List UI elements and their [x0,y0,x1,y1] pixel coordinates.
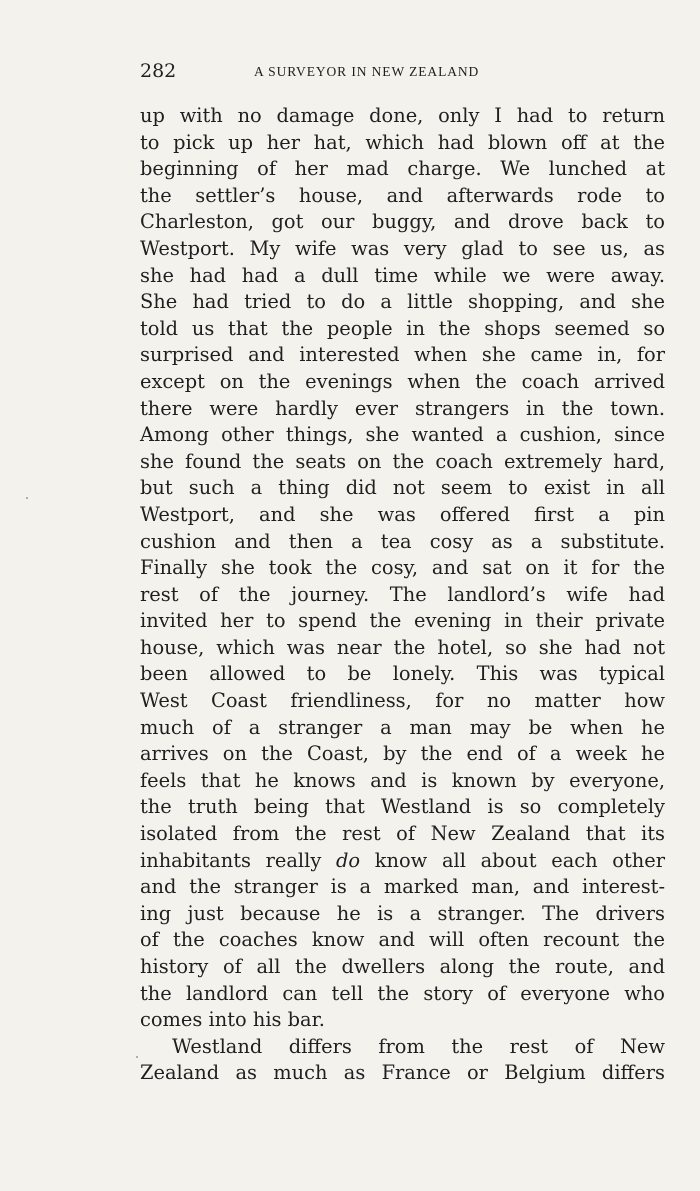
text-line: arrives on the Coast, by the end of a week he [140,742,665,766]
text-line-with-emphasis [140,848,665,875]
text-line: of the coaches know and will often recount the [140,928,665,952]
text-line: feels that he knows and is known by everyone, [140,768,665,792]
text-line: the truth being that Westland is so completely [140,795,665,819]
text-line: Zealand as much as France or Belgium differs [140,1061,665,1085]
text-segment: know all about each other [360,848,665,872]
paragraph-end-line: comes into his bar. [140,1008,325,1032]
text-line: She had tried to do a little shopping, and she [140,290,665,314]
text-line: but such a thing did not seem to exist in all [140,476,665,500]
text-line: isolated from the rest of New Zealand that its [140,822,665,846]
text-line: history of all the dwellers along the route, and [140,955,665,978]
text-line: Among other things, she wanted a cushion, since [140,423,665,447]
text-line: Westport. My wife was very glad to see us, as [140,236,665,260]
text-line: cushion and then a tea cosy as a substitute. [140,529,665,553]
body-text [140,103,665,1087]
paper-speck [136,1056,138,1058]
text-line: to pick up her hat, which had blown off at the [140,130,665,154]
text-line: and the stranger is a marked man, and interest- [140,875,665,899]
text-line: much of a stranger a man may be when he [140,715,665,739]
paragraph-start-line: Westland differs from the rest of New [172,1034,665,1058]
text-line: Westport, and she was offered first a pin [140,502,665,526]
text-line: been allowed to be lonely. This was typical [140,662,665,686]
text-line: there were hardly ever strangers in the town. [140,396,665,420]
page-number: 282 [140,60,177,82]
paper-speck [26,497,28,499]
text-line: ing just because he is a stranger. The drivers [140,901,665,925]
text-line: she had had a dull time while we were away. [140,263,665,287]
text-line: West Coast friendliness, for no matter how [140,689,665,713]
text-line: the settler’s house, and afterwards rode to [140,183,665,207]
text-line: beginning of her mad charge. We lunched at [140,157,665,181]
text-line: except on the evenings when the coach arrived [140,369,665,393]
text-line: rest of the journey. The landlord’s wife had [140,582,665,606]
text-line: she found the seats on the coach extremely hard, [140,449,665,473]
page-header [140,58,665,86]
emphasized-word: do [335,848,361,872]
running-head: A SURVEYOR IN NEW ZEALAND [254,64,480,79]
text-line: Finally she took the cosy, and sat on it for the [140,556,665,580]
text-segment: inhabitants really [140,848,336,872]
text-line: invited her to spend the evening in their private [140,609,665,633]
text-line: Charleston, got our buggy, and drove back to [140,210,665,234]
text-line: surprised and interested when she came in, for [140,343,665,367]
text-line: up with no damage done, only I had to return [140,104,665,127]
text-line: house, which was near the hotel, so she had not [140,635,665,659]
text-line: told us that the people in the shops seemed so [140,316,665,340]
text-line: the landlord can tell the story of everyone who [140,981,665,1005]
